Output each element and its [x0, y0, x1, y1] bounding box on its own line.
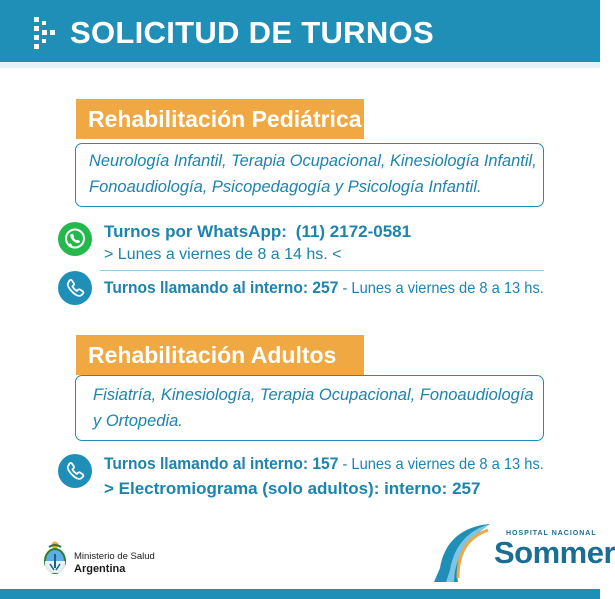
- phone-line-adultos: [104, 453, 544, 476]
- phone-label: Turnos llamando al interno: 157: [104, 454, 339, 473]
- description-line: Neurología Infantil, Terapia Ocupacional, Kinesiología Infantil,: [89, 152, 537, 170]
- phone-icon: [58, 271, 92, 305]
- section-label-pediatrica: Rehabilitación Pediátrica: [76, 99, 364, 139]
- whatsapp-number[interactable]: (11) 2172-0581: [295, 222, 412, 241]
- electromiograma-text: > Electromiograma (solo adultos): interno: 257: [104, 479, 481, 498]
- phone-hours: - Lunes a viernes de 8 a 13 hs.: [342, 456, 544, 473]
- header-banner: [0, 0, 600, 68]
- electromiograma-line: [104, 478, 480, 501]
- description-line: Fonoaudiología, Psicopedagogía y Psicología Infantil.: [89, 178, 482, 196]
- description-line: Fisiatría, Kinesiología, Terapia Ocupacional, Fonoaudiología: [93, 386, 534, 404]
- whatsapp-hours: > Lunes a viernes de 8 a 14 hs. <: [104, 246, 342, 263]
- ministry-label: [74, 551, 155, 575]
- phone-label: Turnos llamando al interno: 257: [104, 278, 339, 297]
- divider: [100, 270, 544, 271]
- page-title: SOLICITUD DE TURNOS: [70, 15, 434, 50]
- phone-hours: - Lunes a viernes de 8 a 13 hs.: [342, 280, 544, 297]
- hospital-logo-swoosh: [432, 522, 492, 584]
- hospital-name: Sommer: [494, 535, 615, 570]
- whatsapp-icon: [58, 222, 92, 256]
- description-line: y Ortopedia.: [93, 412, 183, 430]
- dotted-arrow-icon: [34, 17, 56, 49]
- argentina-coat-of-arms-icon: [40, 540, 70, 578]
- section-label-adultos: Rehabilitación Adultos: [76, 335, 364, 375]
- hospital-small-text: HOSPITAL NACIONAL: [506, 530, 597, 537]
- whatsapp-line: [104, 221, 411, 244]
- ministry-line1: Ministerio de Salud: [74, 551, 155, 562]
- phone-icon: [58, 454, 92, 488]
- ministry-line2: Argentina: [74, 563, 126, 575]
- whatsapp-label: Turnos por WhatsApp:: [104, 222, 287, 241]
- phone-line-pediatrica: [104, 277, 544, 300]
- bottom-bar: [0, 589, 600, 599]
